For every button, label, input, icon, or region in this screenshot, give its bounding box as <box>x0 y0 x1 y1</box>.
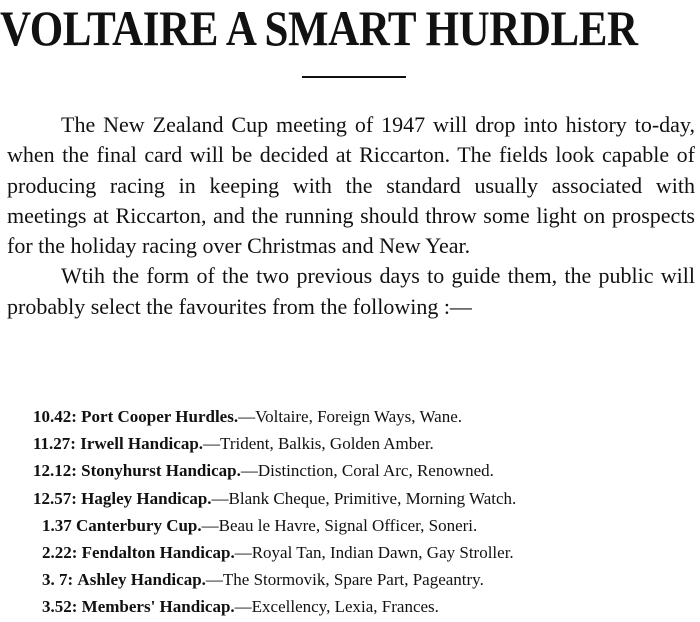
paragraph-1: The New Zealand Cup meeting of 1947 will drop into history to-day, when the final card will be decided at Riccarton. The fields look capable of producing racing in keeping with the standard usually associated with meetings at Riccarton, and the running should throw some light on prospects for the holiday racing over Christmas and New Year. <box>7 112 695 259</box>
fixture-race: Irwell Handicap. <box>80 434 204 454</box>
fixture-list <box>0 403 700 621</box>
fixture-race: Fendalton Handicap. <box>81 543 235 563</box>
fixture-race: Ashley Handicap. <box>77 570 206 590</box>
fixture-race: Stonyhurst Handicap. <box>81 461 241 481</box>
fixture-race: Hagley Handicap. <box>81 488 212 508</box>
fixture-time: 1.37 <box>42 515 72 535</box>
fixture-horses: —Royal Tan, Indian Dawn, Gay Stroller. <box>234 543 514 563</box>
fixture-time: 3. 7: <box>42 570 74 590</box>
fixture-time: 12.12: <box>33 461 77 481</box>
fixture-horses: —Blank Cheque, Primitive, Morning Watch. <box>211 488 517 508</box>
fixture-row <box>0 485 700 512</box>
fixture-race: Canterbury Cup. <box>76 515 202 535</box>
fixture-race: Port Cooper Hurdles. <box>81 407 239 426</box>
paragraph-2: Wtih the form of the two previous days to guide them, the public will probably select the favourites from the following :— <box>7 263 695 319</box>
fixture-time: 12.57: <box>33 488 77 508</box>
fixture-horses: —Distinction, Coral Arc, Renowned. <box>240 461 494 481</box>
fixture-horses: —Beau le Havre, Signal Officer, Soneri. <box>201 515 478 535</box>
fixture-time: 3.52: <box>42 597 78 617</box>
fixture-row <box>0 457 700 484</box>
fixture-row <box>0 566 700 593</box>
fixture-race: Members' Handicap. <box>81 597 235 617</box>
headline: VOLTAIRE A SMART HURDLER <box>0 0 638 56</box>
fixture-row <box>0 539 700 566</box>
fixture-row <box>0 512 700 539</box>
fixture-time: 2.22: <box>42 543 78 563</box>
headline-rule <box>302 76 406 78</box>
fixture-time: 11.27: <box>33 434 76 454</box>
fixture-horses: —Voltaire, Foreign Ways, Wane. <box>238 407 462 426</box>
article-body <box>7 110 695 322</box>
fixture-horses: —Trident, Balkis, Golden Amber. <box>203 434 434 454</box>
fixture-row <box>0 593 700 620</box>
fixture-horses: —The Stormovik, Spare Part, Pageantry. <box>205 570 484 590</box>
fixture-row <box>0 430 700 457</box>
fixture-row <box>0 403 700 430</box>
fixture-time: 10.42: <box>33 407 77 426</box>
fixture-horses: —Excellency, Lexia, Frances. <box>234 597 439 617</box>
